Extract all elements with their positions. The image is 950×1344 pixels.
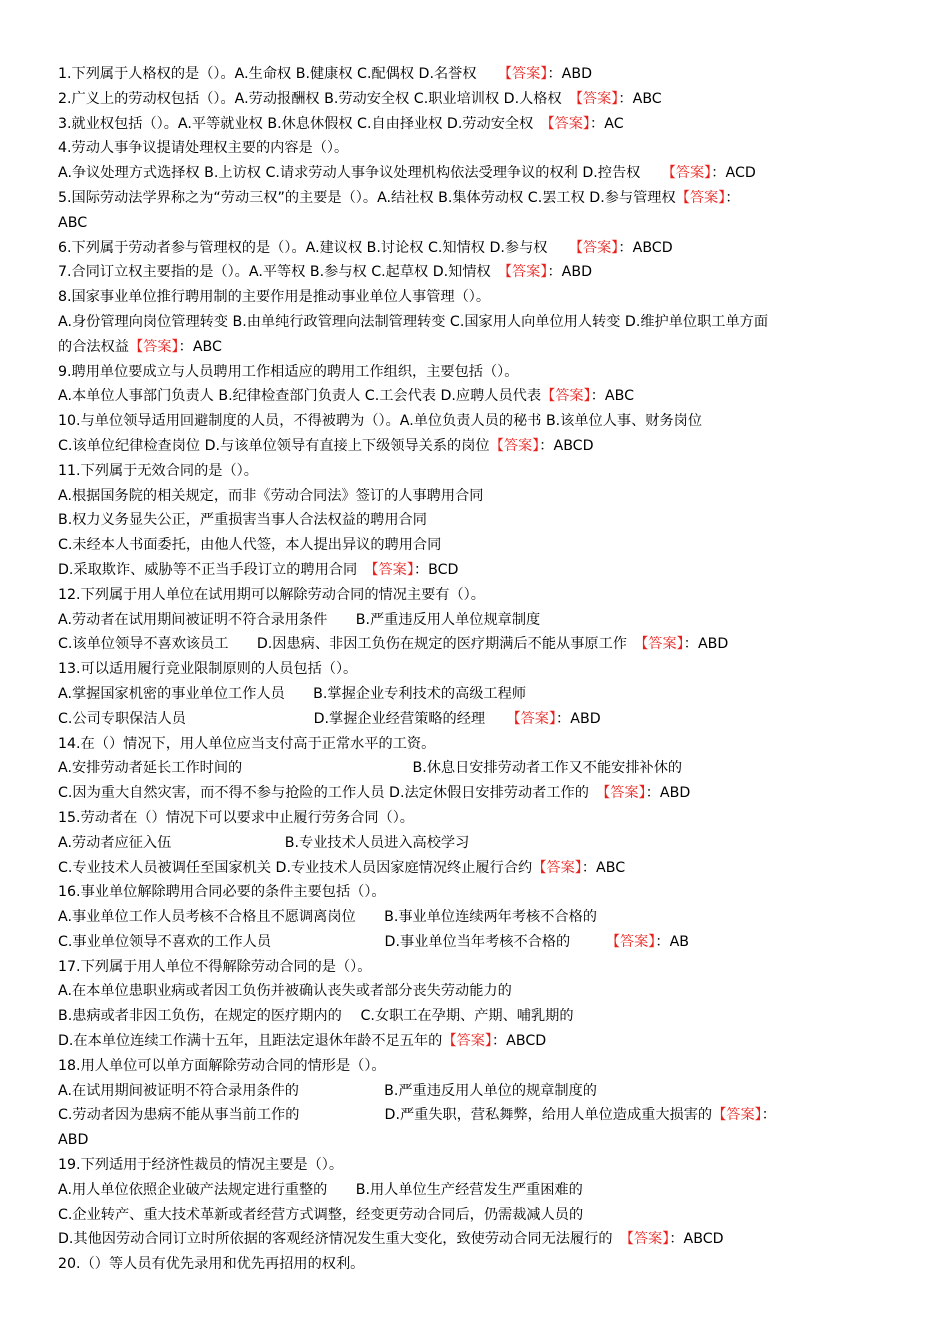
document-line: [58, 508, 900, 533]
line-text: C.公司专职保洁人员 D.掌握企业经营策略的经理: [58, 710, 514, 727]
line-text: A.事业单位工作人员考核不合格且不愿调离岗位 B.事业单位连续两年考核不合格的: [58, 909, 597, 926]
answer-value: ABD: [561, 264, 593, 281]
answer-label: 【答案】: [128, 338, 179, 355]
answer-separator: ：: [590, 388, 605, 405]
line-text: B.权力义务显失公正，严重损害当事人合法权益的聘用合同: [58, 512, 427, 529]
document-line: [58, 112, 900, 137]
answer-separator: ：: [761, 1107, 776, 1124]
answer-label: 【答案】: [541, 388, 591, 405]
line-text: A.在本单位患职业病或者因工负伤并被确认丧失或者部分丧失劳动能力的: [58, 983, 512, 1000]
answer-value: ABCD: [506, 1033, 547, 1050]
answer-label: 【答案】: [513, 710, 557, 727]
line-text: A.用人单位依照企业破产法规定进行重整的 B.用人单位生产经营发生严重困难的: [58, 1181, 583, 1198]
line-text: ABC: [58, 214, 88, 231]
document-line: [58, 955, 900, 980]
document-line: [58, 384, 900, 409]
document-line: [58, 756, 900, 781]
answer-value: ACD: [725, 165, 756, 182]
document-line: [58, 1153, 900, 1178]
answer-separator: ：: [669, 1231, 684, 1248]
line-text: A.掌握国家机密的事业单位工作人员 B.掌握企业专利技术的高级工程师: [58, 685, 527, 702]
document-line: [58, 1029, 900, 1054]
answer-separator: ：: [655, 933, 670, 950]
answer-label: 【答案】: [675, 189, 726, 206]
answer-separator: ：: [178, 338, 193, 355]
answer-label: 【答案】: [603, 785, 646, 802]
line-text: D.其他因劳动合同订立时所依据的客观经济情况发生重大变化，致使劳动合同无法履行的: [58, 1231, 627, 1248]
document-line: [58, 136, 900, 161]
line-text: 9.聘用单位要成立与人员聘用工作相适应的聘用工作组织，主要包括（）。: [58, 363, 519, 380]
document-line: [58, 558, 900, 583]
line-text: 14.在（）情况下，用人单位应当支付高于正常水平的工资。: [58, 735, 436, 752]
answer-separator: ：: [618, 90, 633, 107]
document-line: [58, 1203, 900, 1228]
answer-label: 【答案】: [575, 239, 619, 256]
document-line: [58, 632, 900, 657]
document-line: [58, 62, 900, 87]
line-text: C.企业转产、重大技术革新或者经营方式调整，经变更劳动合同后，仍需裁减人员的: [58, 1206, 584, 1223]
answer-label: 【答案】: [504, 264, 548, 281]
document-line: [58, 1178, 900, 1203]
document-line: [58, 1128, 900, 1153]
document-line: [58, 806, 900, 831]
document-line: [58, 880, 900, 905]
answer-label: 【答案】: [668, 165, 712, 182]
line-text: A.在试用期间被证明不符合录用条件的 B.严重违反用人单位的规章制度的: [58, 1082, 597, 1099]
answer-label: 【答案】: [712, 1107, 762, 1124]
answer-label: 【答案】: [575, 90, 619, 107]
answer-value: ABD: [561, 66, 593, 82]
document-line: [58, 260, 900, 285]
line-text: 15.劳动者在（）情况下可以要求中止履行劳务合同（）。: [58, 809, 414, 826]
line-text: 6.下列属于劳动者参与管理权的是（）。A.建议权 B.讨论权 C.知情权 D.参与权: [58, 239, 576, 256]
line-text: ABD: [58, 1132, 89, 1149]
answer-label: 【答案】: [504, 66, 548, 82]
document-line: [58, 1079, 900, 1104]
line-text: 13.可以适用履行竞业限制原则的人员包括（）。: [58, 661, 358, 678]
line-text: C.专业技术人员被调任至国家机关 D.专业技术人员因家庭情况终止履行合约: [58, 859, 533, 876]
document-line: [58, 979, 900, 1004]
answer-label: 【答案】: [641, 636, 684, 653]
line-text: A.身份管理向岗位管理转变 B.由单纯行政管理向法制管理转变 C.国家用人向单位用人转变 D.维护单位职工单方面: [58, 313, 769, 330]
answer-separator: ：: [547, 264, 562, 281]
line-text: 7.合同订立权主要指的是（）。A.平等权 B.参与权 C.起草权 D.知情权: [58, 264, 505, 281]
answer-separator: ：: [618, 239, 633, 256]
document-line: [58, 608, 900, 633]
answer-separator: ：: [556, 710, 571, 727]
document-line: [58, 236, 900, 261]
line-text: 5.国际劳动法学界称之为“劳动三权”的主要是（）。A.结社权 B.集体劳动权 C.罢工权 D.参与管理权: [58, 189, 676, 206]
line-text: C.因为重大自然灾害，而不得不参与抢险的工作人员 D.法定休假日安排劳动者工作的: [58, 785, 604, 802]
document-line: [58, 781, 900, 806]
document-line: [58, 732, 900, 757]
answer-separator: ：: [725, 189, 740, 206]
line-text: C.未经本人书面委托，由他人代签，本人提出异议的聘用合同: [58, 537, 442, 554]
line-text: C.该单位纪律检查岗位 D.与该单位领导有直接上下级领导关系的岗位: [58, 437, 490, 454]
document-line: [58, 409, 900, 434]
answer-value: ABC: [596, 859, 626, 876]
document-line: [58, 211, 900, 236]
answer-value: BCD: [428, 561, 459, 578]
line-text: 10.与单位领导适用回避制度的人员，不得被聘为（）。A.单位负责人员的秘书 B.该单位人事、财务岗位: [58, 413, 703, 430]
line-text: D.采取欺诈、威胁等不正当手段订立的聘用合同: [58, 561, 372, 578]
document-line: [58, 1004, 900, 1029]
answer-separator: ：: [590, 115, 605, 132]
answer-value: AC: [604, 115, 624, 132]
line-text: 8.国家事业单位推行聘用制的主要作用是推动事业单位人事管理（）。: [58, 289, 491, 306]
document-line: [58, 682, 900, 707]
answer-value: ABC: [632, 90, 662, 107]
line-text: D.在本单位连续工作满十五年，且距法定退休年龄不足五年的: [58, 1033, 443, 1050]
answer-value: AB: [669, 933, 690, 950]
document-line: [58, 1054, 900, 1079]
line-text: A.本单位人事部门负责人 B.纪律检查部门负责人 C.工会代表 D.应聘人员代表: [58, 388, 542, 405]
document-line: [58, 87, 900, 112]
line-text: 3.就业权包括（）。A.平等就业权 B.休息休假权 C.自由择业权 D.劳动安全权: [58, 115, 548, 132]
document-line: [58, 1252, 900, 1277]
answer-separator: ：: [491, 1033, 507, 1050]
line-text: 16.事业单位解除聘用合同必要的条件主要包括（）。: [58, 884, 386, 901]
line-text: 的合法权益: [58, 338, 129, 355]
document-line: [58, 856, 900, 881]
answer-value: ABD: [659, 785, 691, 802]
line-text: A.根据国务院的相关规定，而非《劳动合同法》签订的人事聘用合同: [58, 487, 484, 504]
answer-value: ABD: [697, 636, 729, 653]
document-line: [58, 657, 900, 682]
line-text: C.事业单位领导不喜欢的工作人员 D.事业单位当年考核不合格的: [58, 933, 613, 950]
line-text: A.争议处理方式选择权 B.上访权 C.请求劳动人事争议处理机构依法受理争议的权利 D.控告权: [58, 165, 669, 182]
document-line: [58, 583, 900, 608]
answer-label: 【答案】: [442, 1033, 492, 1050]
answer-separator: ：: [645, 785, 660, 802]
answer-separator: ：: [711, 165, 726, 182]
answer-separator: ：: [683, 636, 698, 653]
document-line: [58, 930, 900, 955]
document-line: [58, 533, 900, 558]
document-line: [58, 161, 900, 186]
document-line: [58, 335, 900, 360]
line-text: 12.下列属于用人单位在试用期可以解除劳动合同的情况主要有（）。: [58, 586, 485, 603]
line-text: 11.下列属于无效合同的是（）。: [58, 462, 258, 479]
answer-separator: ：: [539, 437, 554, 454]
line-text: A.安排劳动者延长工作时间的 B.休息日安排劳动者工作又不能安排补休的: [58, 760, 683, 777]
line-text: 17.下列属于用人单位不得解除劳动合同的是（）。: [58, 958, 372, 975]
document-line: [58, 186, 900, 211]
answer-value: ABC: [604, 388, 634, 405]
document-line: [58, 434, 900, 459]
document-line: [58, 831, 900, 856]
document-line: [58, 1227, 900, 1252]
answer-value: ABCD: [553, 437, 594, 454]
document-line: [58, 310, 900, 335]
line-text: 2.广义上的劳动权包括（）。A.劳动报酬权 B.劳动安全权 C.职业培训权 D.人格权: [58, 90, 576, 107]
answer-value: ABCD: [683, 1231, 724, 1248]
document-line: [58, 484, 900, 509]
document-line: [58, 905, 900, 930]
document-line: [58, 459, 900, 484]
answer-separator: ：: [581, 859, 597, 876]
answer-label: 【答案】: [371, 561, 414, 578]
document-line: [58, 707, 900, 732]
line-text: 1.下列属于人格权的是（）。A.生命权 B.健康权 C.配偶权 D.名誉权: [58, 66, 505, 82]
answer-separator: ：: [547, 66, 562, 82]
answer-label: 【答案】: [489, 437, 540, 454]
line-text: 20.（）等人员有优先录用和优先再招用的权利。: [58, 1256, 365, 1273]
answer-label: 【答案】: [612, 933, 656, 950]
line-text: 19.下列适用于经济性裁员的情况主要是（）。: [58, 1157, 344, 1174]
document-line: [58, 285, 900, 310]
answer-label: 【答案】: [547, 115, 591, 132]
line-text: C.该单位领导不喜欢该员工 D.因患病、非因工负伤在规定的医疗期满后不能从事原工作: [58, 636, 642, 653]
line-text: A.劳动者在试用期间被证明不符合录用条件 B.严重违反用人单位规章制度: [58, 611, 541, 628]
answer-value: ABD: [570, 710, 601, 727]
document-line: [58, 1103, 900, 1128]
answer-value: ABC: [192, 338, 222, 355]
line-text: 4.劳动人事争议提请处理权主要的内容是（）。: [58, 140, 349, 157]
answer-value: ABCD: [632, 239, 673, 256]
answer-separator: ：: [413, 561, 429, 578]
document-line: [58, 360, 900, 385]
line-text: A.劳动者应征入伍 B.专业技术人员进入高校学习: [58, 834, 470, 851]
answer-label: 【答案】: [626, 1231, 670, 1248]
line-text: C.劳动者因为患病不能从事当前工作的 D.严重失职，营私舞弊，给用人单位造成重大损害的: [58, 1107, 713, 1124]
line-text: 18.用人单位可以单方面解除劳动合同的情形是（）。: [58, 1057, 386, 1074]
answer-label: 【答案】: [532, 859, 582, 876]
line-text: B.患病或者非因工负伤，在规定的医疗期内的 C.女职工在孕期、产期、哺乳期的: [58, 1008, 574, 1025]
